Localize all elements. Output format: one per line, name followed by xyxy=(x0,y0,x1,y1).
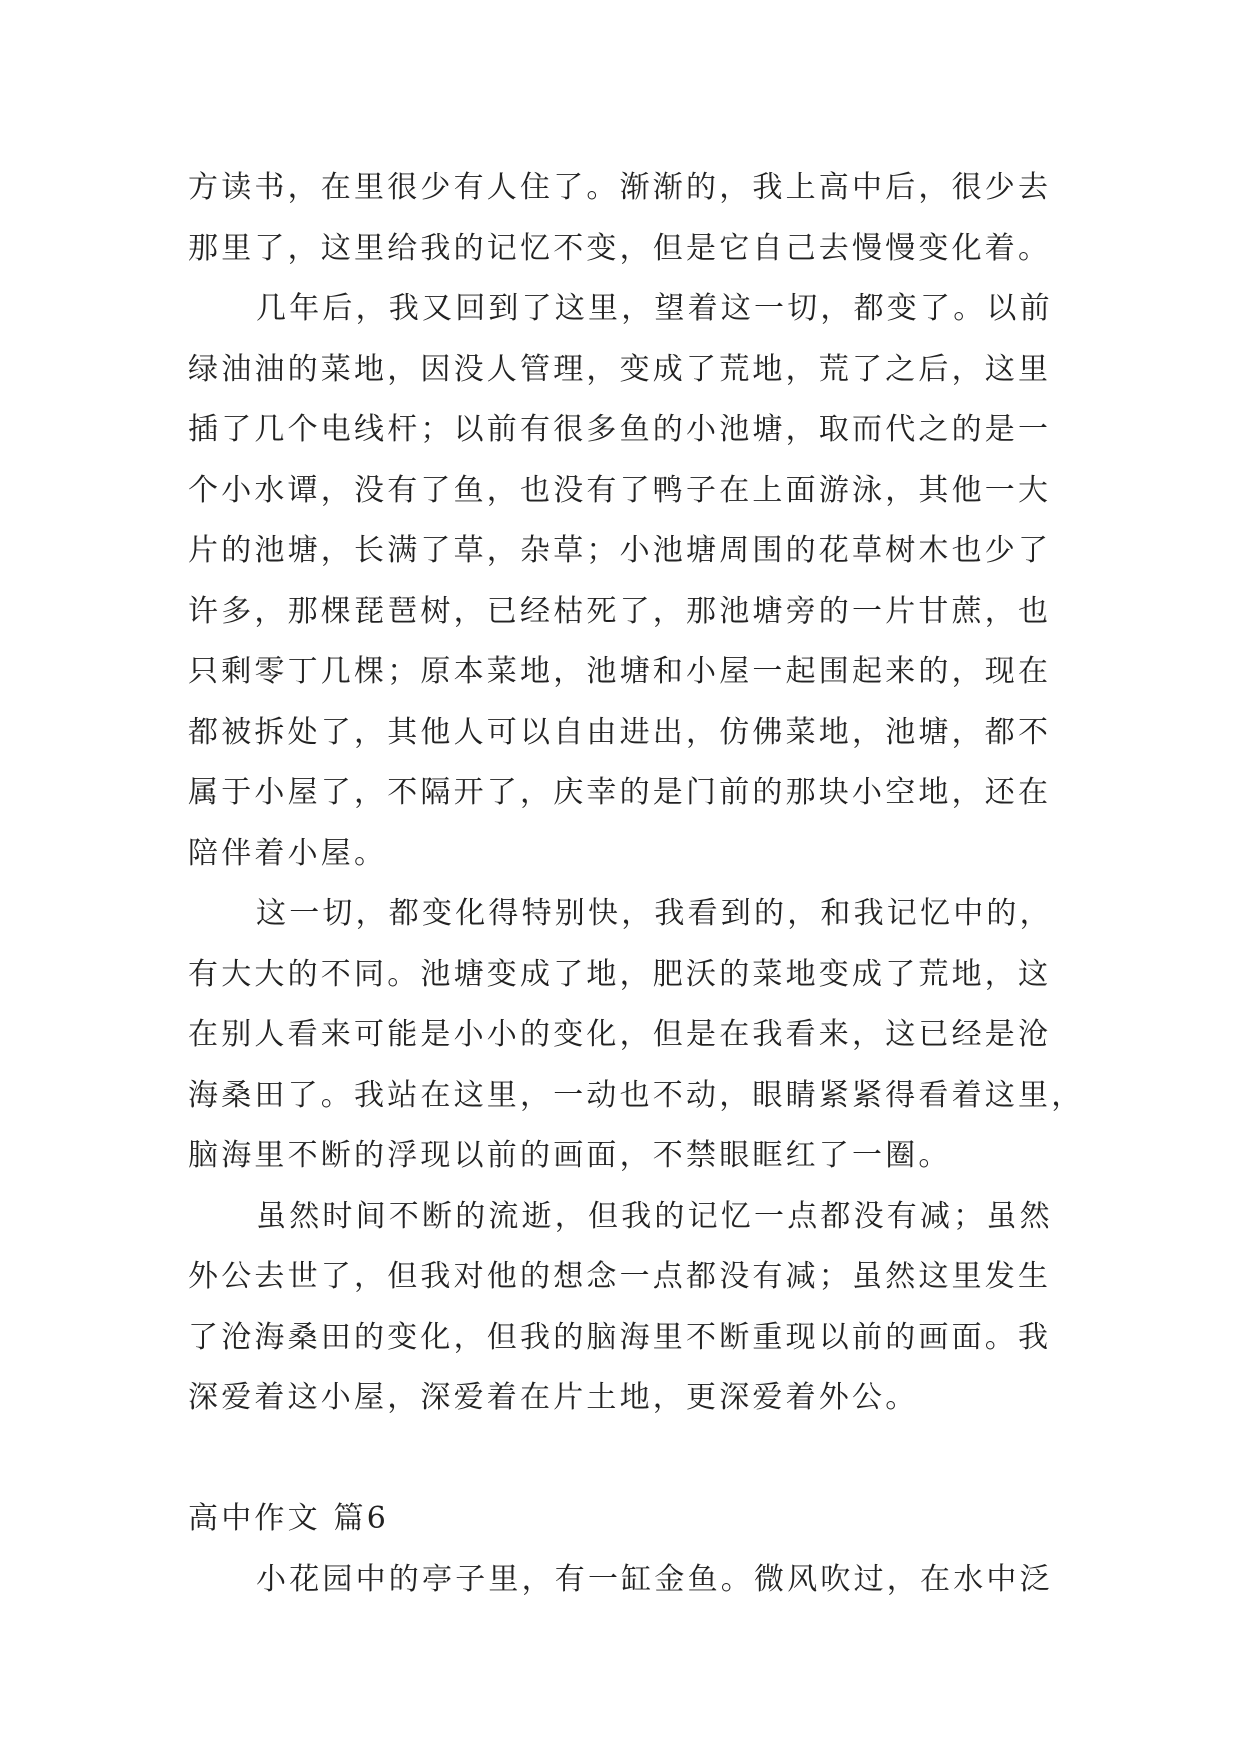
text-line: 几年后，我又回到了这里，望着这一切，都变了。以前 xyxy=(256,291,1053,326)
text-line: 方读书，在里很少有人住了。渐渐的，我上高中后，很少去 xyxy=(188,170,1052,205)
text-line: 许多，那棵琵琶树，已经枯死了，那池塘旁的一片甘蔗，也 xyxy=(188,593,1052,629)
section-heading: 高中作文 篇6 xyxy=(188,1501,390,1536)
paragraph xyxy=(188,279,1058,884)
text-line: 片的池塘，长满了草，杂草；小池塘周围的花草树木也少了 xyxy=(188,533,1052,568)
text-line: 绿油油的菜地，因没人管理，变成了荒地，荒了之后，这里 xyxy=(188,351,1052,387)
text-line: 外公去世了，但我对他的想念一点都没有减；虽然这里发生 xyxy=(188,1259,1052,1294)
text-line: 脑海里不断的浮现以前的画面，不禁眼眶红了一圈。 xyxy=(188,1138,952,1173)
text-line: 这一切，都变化得特别快，我看到的，和我记忆中的， xyxy=(256,896,1053,931)
essay-text xyxy=(188,158,1085,1610)
paragraph xyxy=(188,1550,1058,1611)
text-line: 都被拆处了，其他人可以自由进出，仿佛菜地，池塘，都不 xyxy=(188,714,1052,750)
text-line: 插了几个电线杆；以前有很多鱼的小池塘，取而代之的是一 xyxy=(188,412,1052,447)
text-line: 深爱着这小屋，深爱着在片土地，更深爱着外公。 xyxy=(188,1380,919,1415)
text-line: 个小水谭，没有了鱼，也没有了鸭子在上面游泳，其他一大 xyxy=(188,472,1052,508)
text-line: 海桑田了。我站在这里，一动也不动，眼睛紧紧得看着这里， xyxy=(188,1077,1085,1113)
text-line: 小花园中的亭子里，有一缸金鱼。微风吹过，在水中泛 xyxy=(256,1561,1053,1597)
text-line: 陪伴着小屋。 xyxy=(188,835,388,871)
text-line: 了沧海桑田的变化，但我的脑海里不断重现以前的画面。我 xyxy=(188,1319,1052,1355)
text-line: 只剩零丁几棵；原本菜地，池塘和小屋一起围起来的，现在 xyxy=(188,654,1052,689)
paragraph xyxy=(188,1187,1058,1429)
text-line: 有大大的不同。池塘变成了地，肥沃的菜地变成了荒地，这 xyxy=(188,956,1052,992)
text-line: 属于小屋了，不隔开了，庆幸的是门前的那块小空地，还在 xyxy=(188,775,1052,810)
text-line: 在别人看来可能是小小的变化，但是在我看来，这已经是沧 xyxy=(188,1017,1052,1052)
paragraph xyxy=(188,884,1085,1187)
text-line: 虽然时间不断的流逝，但我的记忆一点都没有减；虽然 xyxy=(256,1198,1053,1234)
paragraph-continuation xyxy=(188,158,1058,279)
text-line: 那里了，这里给我的记忆不变，但是它自己去慢慢变化着。 xyxy=(188,230,1052,266)
